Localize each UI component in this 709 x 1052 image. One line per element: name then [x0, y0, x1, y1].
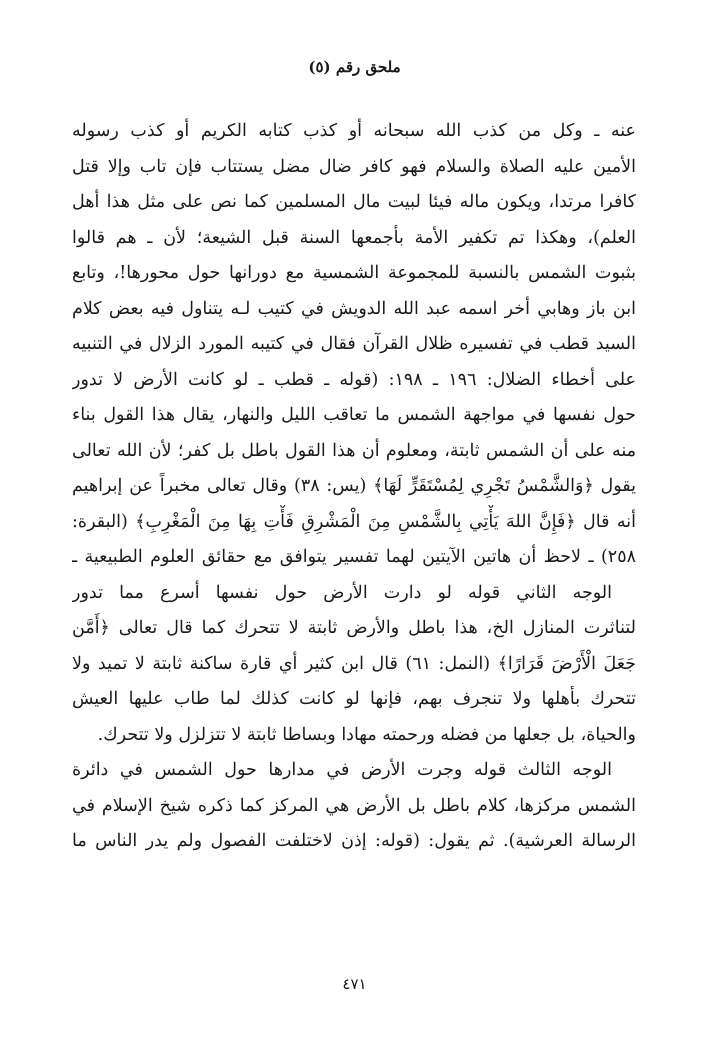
- text-line: الرسالة العرشية). ثم يقول: (قوله: إذن لاختلفت الفصول ولم يدر الناس ما: [72, 831, 636, 851]
- page-header: ملحق رقم (٥): [308, 58, 401, 76]
- page-number: ٤٧١: [342, 975, 367, 993]
- text-line: أنه قال ﴿فَإِنَّ اللهَ يَأْتِي بِالشَّمْسِ مِنَ الْمَشْرِقِ فَأْتِ بِهَا مِنَ الْمَغْرِبِ﴾ (البقرة:: [72, 511, 636, 532]
- text-line: الأمين عليه الصلاة والسلام فهو كافر ضال مضل يستتاب فإن تاب وإلا قتل: [72, 156, 636, 177]
- text-line: منه على أن الشمس ثابتة، ومعلوم أن هذا القول باطل بل كفر؛ لأن الله تعالى: [72, 440, 636, 461]
- text-line: بثبوت الشمس بالنسبة للمجموعة الشمسية مع دورانها حول محورها!، وتابع: [72, 263, 636, 283]
- text-line: عنه ـ وكل من كذب الله سبحانه أو كذب كتابه الكريم أو كذب رسوله: [72, 121, 636, 141]
- text-line: يقول ﴿وَالشَّمْسُ تَجْرِي لِمُسْتَقَرٍّ لَهَا﴾ (يس: ٣٨) وقال تعالى مخبراً عن إبراهيم: [72, 476, 636, 496]
- text-line: ابن باز وهابي أخر اسمه عبد الله الدويش في كتيب لـه يتناول فيه بعض كلام: [72, 298, 636, 319]
- text-line: الوجه الثاني قوله لو دارت الأرض حول نفسها أسرع مما تدور: [72, 582, 612, 603]
- text-line: الوجه الثالث قوله وجرت الأرض في مدارها حول الشمس في دائرة: [72, 760, 612, 780]
- body-text: [72, 114, 636, 860]
- text-line: السيد قطب في تفسيره ظلال القرآن فقال في كتيبه المورد الزلال في التنبيه: [72, 334, 636, 354]
- text-line: العلم)، وهكذا تم تكفير الأمة بأجمعها السنة قبل الشيعة؛ لأن ـ هم قالوا: [72, 227, 636, 248]
- text-line: تتحرك بأهلها ولا تنجرف بهم، فإنها لو كانت كذلك لما طاب عليها العيش: [72, 689, 636, 709]
- text-line: حول نفسها في مواجهة الشمس ما تعاقب الليل والنهار، يقال هذا القول بناء: [72, 405, 636, 425]
- text-line: لتناثرت المنازل الخ، هذا باطل والأرض ثابتة لا تتحرك كما قال تعالى ﴿أَمَّن: [72, 618, 636, 638]
- text-line: جَعَلَ الْأَرْضَ قَرَارًا﴾ (النمل: ٦١) قال ابن كثير أي قارة ساكنة ثابتة لا تميد ولا: [72, 653, 636, 674]
- text-line: ٢٥٨) ـ لاحظ أن هاتين الآيتين لهما تفسير يتوافق مع حقائق العلوم الطبيعية ـ: [72, 547, 636, 567]
- text-line: الشمس مركزها، كلام باطل بل الأرض هي المركز كما ذكره شيخ الإسلام في: [72, 795, 636, 816]
- text-line: والحياة، بل جعلها من فضله ورحمته مهادا وبساطا ثابتة لا تتزلزل ولا تتحرك.: [97, 724, 636, 745]
- text-line: كافرا مرتدا، ويكون ماله فيئا لبيت مال المسلمين كما نص على مثل هذا أهل: [72, 192, 636, 212]
- text-line: على أخطاء الضلال: ١٩٦ ـ ١٩٨: (قوله ـ قطب ـ لو كانت الأرض لا تدور: [72, 369, 636, 390]
